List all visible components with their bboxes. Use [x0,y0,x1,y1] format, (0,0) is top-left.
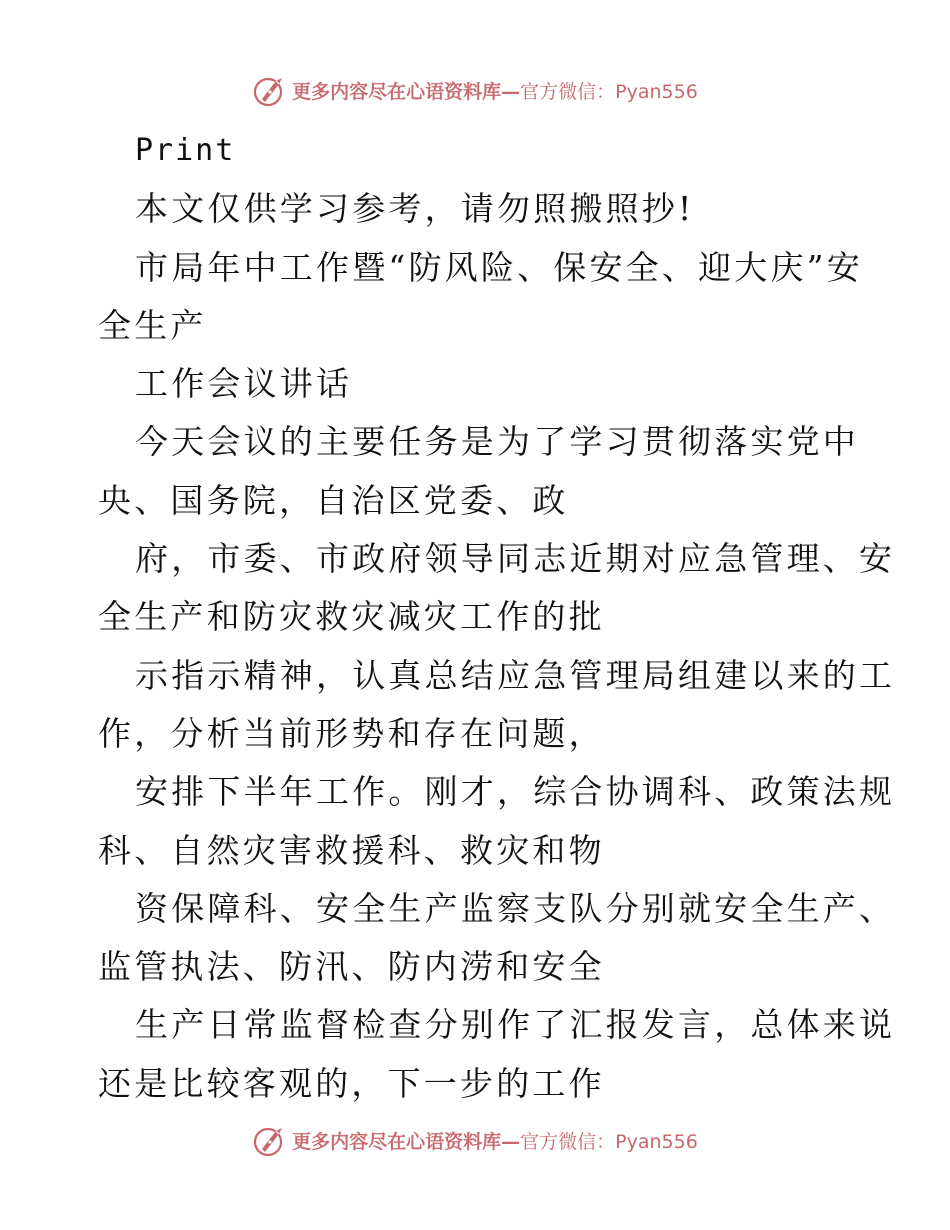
text-line: 监管执法、防汛、防内涝和安全 [98,947,605,987]
text-line: 安排下半年工作。刚才，综合协调科、政策法规 [135,772,896,812]
document-body [98,122,896,1113]
text-line: 资保障科、安全生产监察支队分别就安全生产、 [135,888,896,928]
text-line: 今天会议的主要任务是为了学习贯彻落实党中 [135,422,859,462]
footer-banner [0,1118,950,1162]
text-line: 还是比较客观的，下一步的工作 [98,1063,605,1103]
banner-main-text: 更多内容尽在心语资料库— [292,80,521,103]
text-line: 科、自然灾害救援科、救灾和物 [98,830,605,870]
text-line: 示指示精神，认真总结应急管理局组建以来的工 [135,655,896,695]
text-line: 工作会议讲话 [135,364,353,404]
header-banner [0,68,950,112]
text-line: 市局年中工作暨“防风险、保安全、迎大庆”安 [135,247,863,287]
text-line: 本文仅供学习参考，请勿照搬照抄! [135,189,695,229]
text-line: 生产日常监督检查分别作了汇报发言，总体来说 [135,1005,896,1045]
text-line: 全生产 [98,305,207,345]
pen-nib-logo-icon [252,1122,288,1158]
banner-main-text: 更多内容尽在心语资料库— [292,1130,521,1153]
banner-wechat-text: 官方微信：Pyan556 [520,80,698,103]
text-line: 作，分析当前形势和存在问题， [98,713,605,753]
text-line: 全生产和防灾救灾减灾工作的批 [98,597,605,637]
pen-nib-logo-icon [252,72,288,108]
text-line: 府，市委、市政府领导同志近期对应急管理、安 [135,539,896,579]
text-line: Print [135,133,236,168]
text-line: 央、国务院，自治区党委、政 [98,480,569,520]
banner-wechat-text: 官方微信：Pyan556 [520,1130,698,1153]
